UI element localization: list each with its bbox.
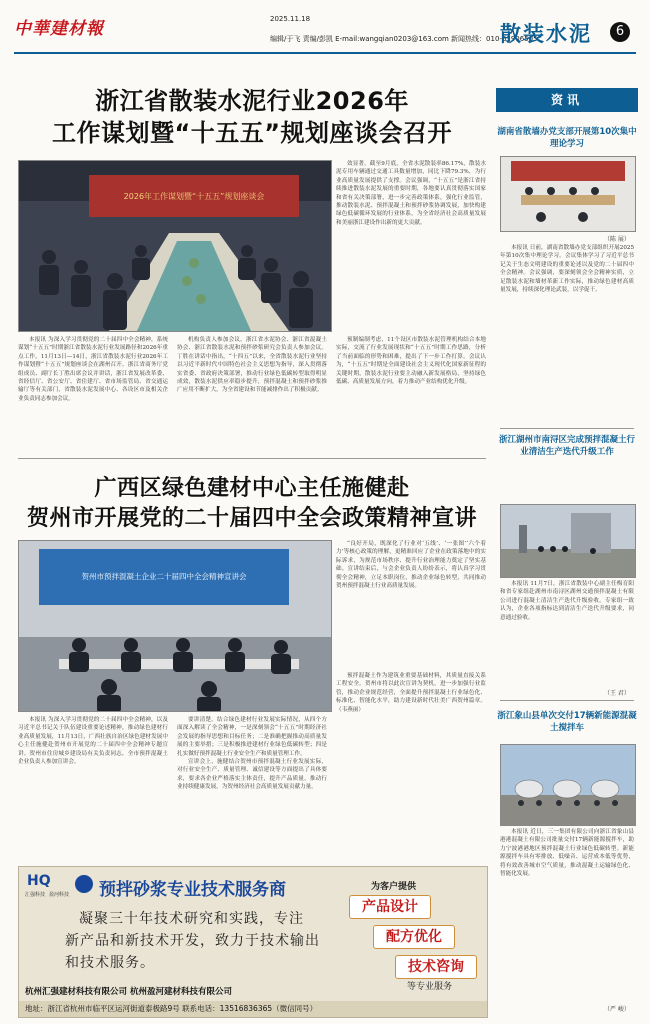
article1-title-line2: 工作谋划暨“十五五”规划座谈会召开	[51, 119, 453, 147]
article2-title-line1: 广西区绿色建材中心主任施健赴	[94, 476, 410, 501]
article2-col2: 要讲清楚。结合绿色建材行业发展实际情况，从四个方面深入解读了全会精神，一是深刻领会“十五五”时期经济社会发展的指导思想和目标任务；二是准确把握推动高质量发展的主要举措；三是积极推进建材行业绿色低碳转型；四是扎实做好预拌混凝土行业安全生产和质量管理工作。 宣讲会上，施健结合贺州市预拌混凝土行业发展实际，对行业安全生产、质量管理、诚信建设等方面提出了具体要求，要求各企业严格落实主体责任，提升产品质量，推动行业持续健康发展，为贺州经济社会高质量发展贡献力量。	[177, 717, 327, 791]
news1-photo	[500, 156, 636, 232]
news1-body: 本报讯 日前，湖南省散墙办党支部组织开展2025年第10次集中理论学习。会议集体学习了习近平总书记关于生态文明建设的重要论述以及党的二十届四中全会精神。会议强调，要深刻领会全会精神实质，立足散装水泥和墙材革新工作实际，推动绿色建材高质量发展，持续深化理论武装，以学促干。	[500, 245, 634, 294]
article2-banner: 贺州市预拌混凝土企业二十届四中全会精神宣讲会	[81, 572, 247, 581]
article1-col2: 机构负责人参加会议。浙江省水泥协会、浙江省混凝土协会、浙江省散装水泥和预拌砂浆研究会负责人参加会议。丁胜在讲话中指出，“十四五”以来，全省散装水泥行业坚持以习近平新时代中国特色社会主义思想为指导，深入贯彻落实省委、省政府决策部署，推动行业绿色低碳转型取得明显成效，散装水泥供应率稳步提升，预拌混凝土和预拌砂浆推广应用不断扩大，为全省建设和节能减排作出了积极贡献。	[177, 337, 327, 394]
article2-col5: 预拌混凝土作为建筑业重要基础材料，其质量直接关系工程安全。贺州市将以此次宣讲为契机，进一步加强行业监管，推动企业规范经营，全面提升预拌混凝土行业绿色化、标准化、智能化水平，助力建设新时代壮美广西贺州篇章。（韦燕丽）	[336, 673, 486, 713]
lecture-room-image	[19, 541, 331, 711]
ad-logo2-text: 盈河科技	[49, 892, 70, 898]
editor-info: 编辑/于飞 责编/彭凯 E-mail:wangqian0203@163.com 新闻热线：010-51906505	[270, 35, 538, 43]
ad-logo1-text: 汇强科技	[25, 892, 46, 898]
news-section-label: 资讯	[496, 88, 638, 112]
ad-slogan-3: 和技术服务。	[65, 955, 155, 971]
article2-photo	[18, 540, 332, 712]
section-title: 散装水泥	[500, 22, 592, 46]
news1-author: （陈 展）	[604, 236, 630, 243]
article2-col1: 本报讯 为深入学习贯彻党的二十届四中全会精神，以及习近平总书记关于队伍建设重要论述精神，推动绿色建材行业高质量发展，11月13日，广西壮族自治区绿色建材发展中心主任施健赴贺州市开展党的二十届四中全会精神专题宣讲。贺州市住房城乡建设局有关负责同志，全市预拌混凝土企业负责人参加宣讲会。	[18, 717, 168, 766]
news3-author: （严 峻）	[604, 1006, 630, 1013]
advertisement	[18, 866, 488, 1018]
ad-pill-formula: 配方优化	[373, 925, 455, 949]
news2-body: 本报讯 11月7日，浙江省散装中心副主任梅育阳和省专家组赴湖州市南浔区湖州交通预拌混凝土有限公司进行混凝土清洁生产迭代升级验收。专家组一致认为，企业各项指标达到清洁生产迭代升级要求，同意通过验收。	[500, 581, 634, 621]
news2-author: （王 君）	[604, 690, 630, 697]
article1-title-line1: 浙江省散装水泥行业2026年	[95, 87, 409, 115]
article1-col1: 本报讯 为深入学习贯彻党的二十届四中全会精神，系统谋划“十五五”时期浙江省散装水泥行业发展路径和2026年重点工作，11月13日—14日，浙江省散装水泥行业2026年工作谋划暨“十五五”规划座谈会在湖州召开。浙江省商务厅党组成员、副厅长丁胜出席会议并讲话，浙江省发展改革委、省经信厅、省公安厅、省住建厅、省市场监管局、省交通运输厅等有关部门，省散装水泥发展中心、各设区市及相关企业负责同志参加会议。	[18, 337, 168, 402]
article1-col3: 预制编制考虑，11个设区市散装水泥管理机构结合本地实际，交流了行业发展现状和“十五五”时期工作思路，分析了当前面临的形势和困难，提出了下一步工作打算。会议认为，“十五五”时期是全面建设社会主义现代化国家新征程的关键时期，散装水泥行业要主动融入新发展格局，坚持绿色低碳、高质量发展方向，着力推动产业结构优化升级。	[336, 337, 486, 386]
header-rule	[14, 52, 636, 54]
ad-for-you: 为客户提供	[371, 882, 417, 892]
news3-photo	[500, 744, 636, 826]
issue-date: 2025.11.18	[270, 15, 311, 23]
meeting-room-image	[19, 161, 331, 331]
ad-etc: 等专业服务	[407, 982, 453, 992]
ad-arrow-icon	[75, 875, 93, 893]
ad-pill-design: 产品设计	[349, 895, 431, 919]
page-number: 6	[610, 22, 630, 42]
article1-banner: 2026年工作谋划暨“十五五”规划座谈会	[123, 192, 265, 201]
ad-logo-hq: HQ	[27, 873, 51, 889]
ad-slogan-1: 凝聚三十年技术研究和实践，专注	[79, 911, 304, 927]
news2-photo	[500, 504, 636, 578]
ad-address: 地址：浙江省杭州市临平区运河街道泰极路9号 联系电话：13516836365（微信同号）	[25, 1004, 318, 1013]
article1-col4: 效显著。截至9月底，全省水泥散装率86.17%，散装水泥专用车辆通过交通工具数量增加，同比下降79.3%，为行业高质量发展提供了支撑。会议强调，“十五五”是浙江省持续推进散装水泥发展的重要时期，各地要认真贯彻落实国家和省有关决策部署，进一步完善政策体系，强化行业监管，推动散装水泥、预拌混凝土和预拌砂浆协调发展，加快构建绿色低碳循环发展的行业体系，为全省经济社会高质量发展和美丽浙江建设作出新的更大贡献。	[336, 161, 486, 226]
article2-title-line2: 贺州市开展党的二十届四中全会政策精神宣讲	[26, 506, 477, 531]
article2-col4: “良好开局，既深化了行业对‘五线’、‘一张图’‘六个着力’等核心政策的理解，更精准回应了企业在政策落地中的实际诉求，为规范市场秩序、提升行业治理能力奠定了坚实基础。宣讲结束后，与会企业负责人纷纷表示，将认真学习贯彻全会精神，立足本职岗位，推动企业绿色转型，共同推动贺州预拌混凝土行业高质量发展。	[336, 541, 486, 590]
news-divider-1	[500, 428, 634, 429]
ad-company: 杭州汇强建材科技有限公司 杭州盈河建材科技有限公司	[25, 987, 232, 997]
ad-title: 预拌砂浆专业技术服务商	[99, 880, 286, 900]
news1-title: 湖南省散墙办党支部开展第10次集中理论学习	[497, 127, 637, 149]
news3-title: 浙江象山县单次交付17辆新能源混凝土搅拌车	[497, 711, 637, 733]
plant-inspection-image	[501, 505, 635, 577]
article-divider	[18, 458, 486, 459]
article1-photo	[18, 160, 332, 332]
news-divider-2	[500, 700, 634, 701]
ad-pill-consult: 技术咨询	[395, 955, 477, 979]
news2-title: 浙江湖州市南浔区完成预拌混凝土行业清洁生产迭代升级工作	[498, 435, 635, 457]
news3-body: 本报讯 近日，三一集团有限公司向浙江省象山县港港混凝土有限公司批量交付17辆新能源搅拌车，助力宁波港港地区预拌混凝土行业绿色低碳转型。新能源搅拌车具有零排放、低噪音、运营成本低等优势，将有效改善城市空气质量，推动混凝土运输绿色化、智能化发展。	[500, 829, 634, 878]
study-session-image	[501, 157, 635, 231]
ad-slogan-2: 新产品和新技术开发，致力于技术输出	[65, 933, 320, 949]
newspaper-logo: 中華建材報	[14, 19, 104, 39]
mixer-trucks-image	[501, 745, 635, 825]
